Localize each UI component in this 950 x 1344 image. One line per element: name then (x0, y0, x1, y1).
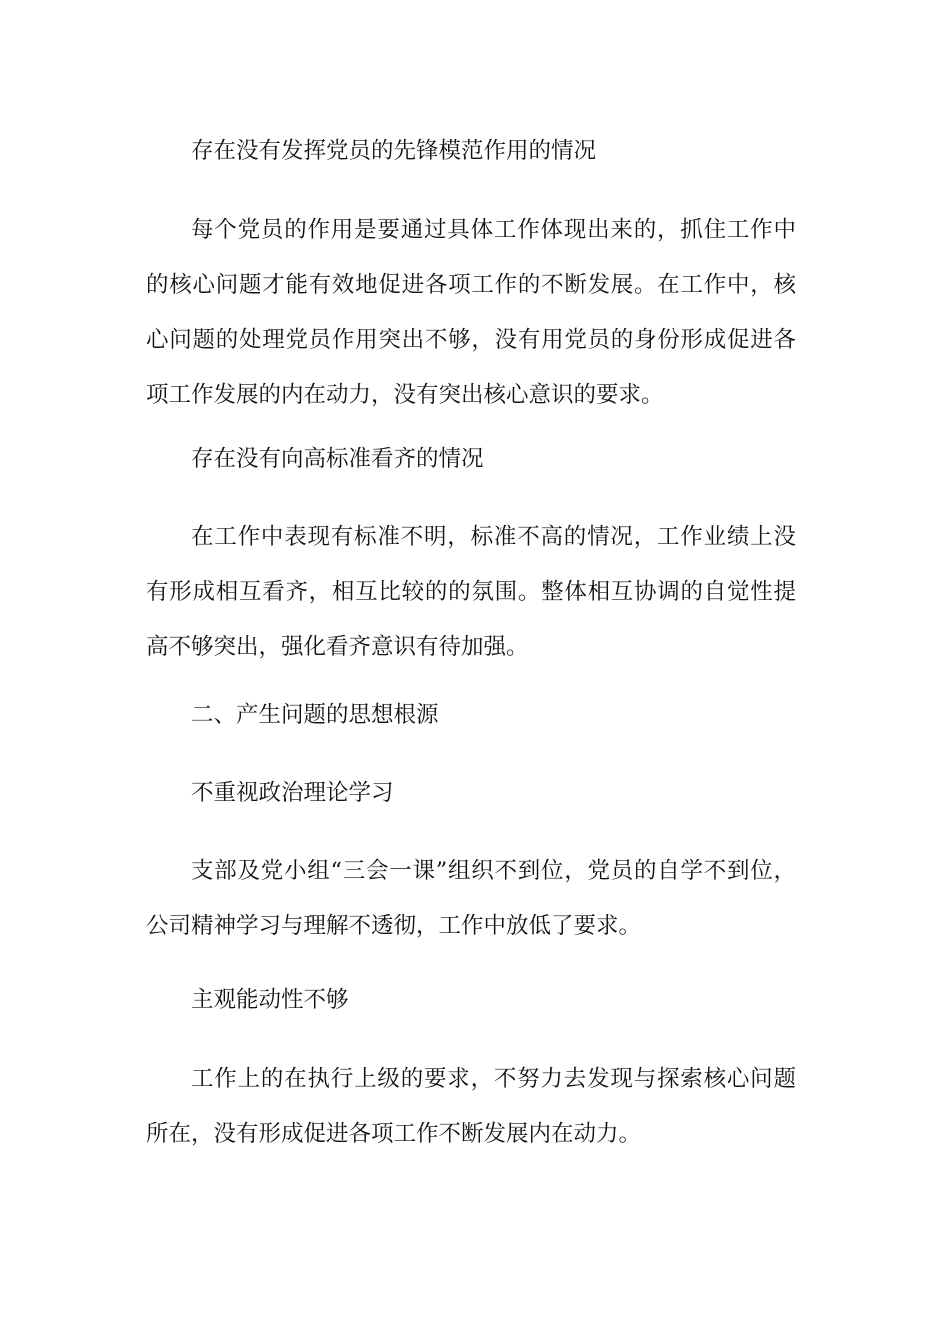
section-heading-root-causes: 二、产生问题的思想根源 (191, 702, 439, 728)
subheading-theory-study: 不重视政治理论学习 (191, 780, 394, 806)
subheading-initiative: 主观能动性不够 (191, 987, 349, 1013)
subheading-high-standards: 存在没有向高标准看齐的情况 (191, 446, 484, 472)
body-paragraph-initiative: 工作上的在执行上级的要求，不努力去发现与探索核心问题所在，没有形成促进各项工作不断发展内在动力。 (146, 1066, 796, 1147)
subheading-vanguard-role: 存在没有发挥党员的先锋模范作用的情况 (191, 138, 597, 164)
body-paragraph-high-standards: 在工作中表现有标准不明，标准不高的情况，工作业绩上没有形成相互看齐，相互比较的的氛围。整体相互协调的自觉性提高不够突出，强化看齐意识有待加强。 (146, 524, 796, 660)
body-paragraph-theory-study: 支部及党小组“三会一课”组织不到位，党员的自学不到位，公司精神学习与理解不透彻，工作中放低了要求。 (146, 858, 796, 939)
body-paragraph-vanguard-role: 每个党员的作用是要通过具体工作体现出来的，抓住工作中的核心问题才能有效地促进各项工作的不断发展。在工作中，核心问题的处理党员作用突出不够，没有用党员的身份形成促进各项工作发展的内在动力，没有突出核心意识的要求。 (146, 217, 796, 408)
